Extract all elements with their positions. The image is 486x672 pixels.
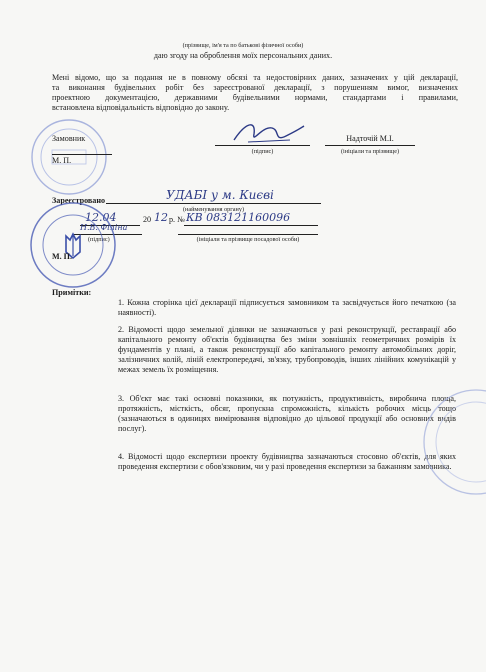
official-name-line	[178, 234, 318, 235]
declaration-line: та виконання будівельних робіт без зареєстрованої декларації, з порушенням вимог, визначених	[52, 83, 458, 93]
customer-signature	[228, 116, 306, 148]
official-mp-label: М. П.	[52, 252, 73, 261]
registering-body: УДАБІ у м. Києві	[166, 188, 274, 202]
declaration-line: встановлена відповідальність відповідно до закону.	[52, 103, 230, 113]
edge-seal	[414, 382, 486, 502]
registered-label: Зареєстровано	[52, 196, 106, 205]
official-caption: (ініціали та прізвище посадової особи)	[196, 236, 300, 243]
consent-line: даю згоду на оброблення моїх персональних даних.	[153, 51, 333, 60]
official-seal	[28, 200, 118, 290]
name-caption: (прізвище, ім'я та по батькові фізичної особи)	[182, 42, 304, 49]
signature-line	[215, 145, 310, 146]
note-item: 4. Відомості щодо експертизи проекту будівництва зазначаються стосовно об'єктів, для яких проведення експертизи є обов'язковим, чи у разі проведення експертизи за бажанням замовника.	[118, 452, 456, 472]
declaration-line: Мені відомо, що за подання не в повному обсязі та недостовірних даних, зазначених у цій декларації,	[52, 73, 458, 82]
body-line	[106, 203, 321, 204]
registration-number: КВ 083121160096	[186, 211, 291, 224]
customer-label: Замовник	[52, 134, 86, 143]
official-handwritten: Н.В. Філіна	[80, 223, 128, 232]
customer-line	[52, 154, 112, 155]
year-handwritten: 12	[154, 211, 168, 224]
registration-date: 12.04	[85, 211, 117, 224]
signature-caption: (підпис)	[251, 148, 274, 155]
notes-title: Примітки:	[52, 288, 92, 297]
customer-mp-label: М. П.	[52, 156, 72, 165]
number-label: р. №	[169, 215, 185, 224]
official-signature-caption: (підпис)	[88, 236, 110, 243]
body-caption: (найменування органу)	[182, 206, 245, 213]
customer-name: Надточій М.І.	[346, 134, 394, 143]
initials-caption: (ініціали та прізвище)	[340, 148, 400, 155]
declaration-paragraph	[52, 73, 458, 113]
name-line	[325, 145, 415, 146]
year-prefix: 20	[143, 215, 152, 224]
declaration-line: проектною документацією, державними будівельними нормами, стандартами і правилами,	[52, 93, 458, 103]
number-line	[184, 225, 318, 226]
note-item: 3. Об'єкт має такі основні показники, як потужність, продуктивність, виробнича площа, протяжність, місткість, обсяг, пропускна спроможність, кількість робочих місць тощо (зазначаються в одиницях вимірювання відповідно до цільової продукції або основних видів послуг).	[118, 394, 456, 434]
note-item: 2. Відомості щодо земельної ділянки не зазначаються у разі реконструкції, реставрації або капітального ремонту об'єктів будівництва без зміни зовнішніх геометричних розмірів їх фундаментів у плані, а також реконструкції або капітального ремонту автомобільних доріг, залізничних колій, ліній електропередачі, зв'язку, трубопроводів, інших лінійних комунікацій у межах земель їх розміщення.	[118, 325, 456, 375]
note-item: 1. Кожна сторінка цієї декларації підписується замовником та засвідчується його печаткою (за наявності).	[118, 298, 456, 318]
